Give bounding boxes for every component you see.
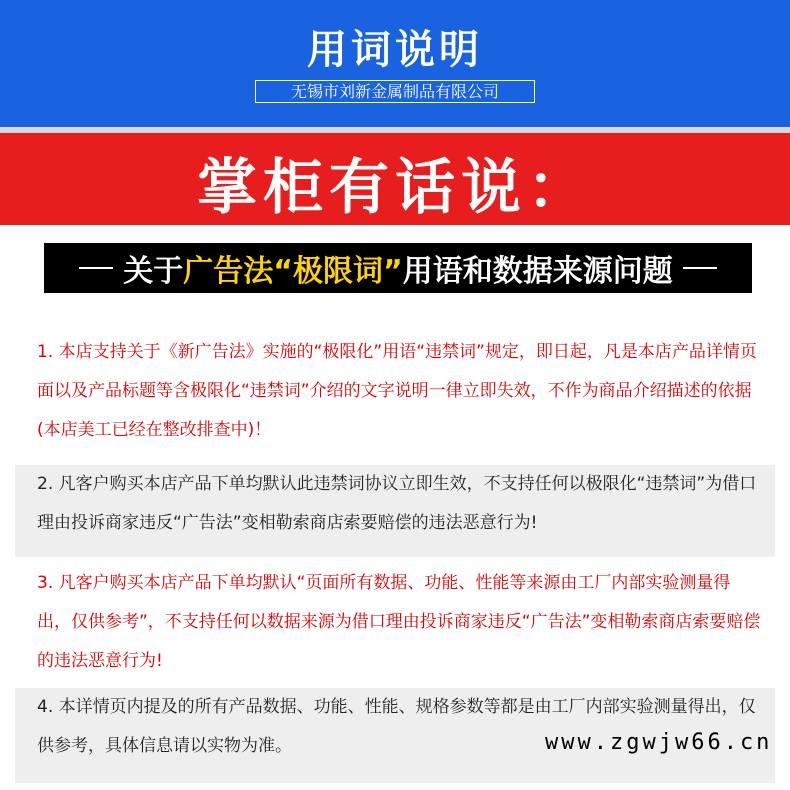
paragraph-3: 3. 凡客户购买本店产品下单均默认“页面所有数据、功能、性能等来源由工厂内部实验测量得出，仅供参考”，不支持任何以数据来源为借口理由投诉商家违反“广告法”变相勒索商店索要赔偿的违法恶意行为! [37,573,761,671]
topic-bar [44,243,752,293]
topic-highlight: 广告法“极限词” [183,254,403,289]
topic-prefix: 关于 [123,254,184,289]
page-title: 用词说明 [307,27,483,73]
paragraph-1: 1. 本店支持关于《新广告法》实施的“极限化”用语“违禁词”规定，即日起，凡是本店产品详情页面以及产品标题等含极限化“违禁词”介绍的文字说明一律立即失效，不作为商品介绍描述的依据(本店美工已经在整改排查中)！ [37,342,757,440]
company-name: 无锡市刘新金属制品有限公司 [255,80,535,103]
paragraph-4: 4. 本详情页内提及的所有产品数据、功能、性能、规格参数等都是由工厂内部实验测量得出，仅供参考，具体信息请以实物为准。 [15,688,775,783]
banner-title: 掌柜有话说： [197,153,593,223]
watermark: www.zgwjw66.cn [545,730,773,755]
dash-left-icon [79,267,113,269]
paragraph-2: 2. 凡客户购买本店产品下单均默认此违禁词协议立即生效，不支持任何以极限化“违禁词”为借口理由投诉商家违反“广告法”变相勒索商店索要赔偿的违法恶意行为! [15,465,775,557]
dash-right-icon [683,267,717,269]
topic-suffix: 用语和数据来源问题 [402,254,673,289]
